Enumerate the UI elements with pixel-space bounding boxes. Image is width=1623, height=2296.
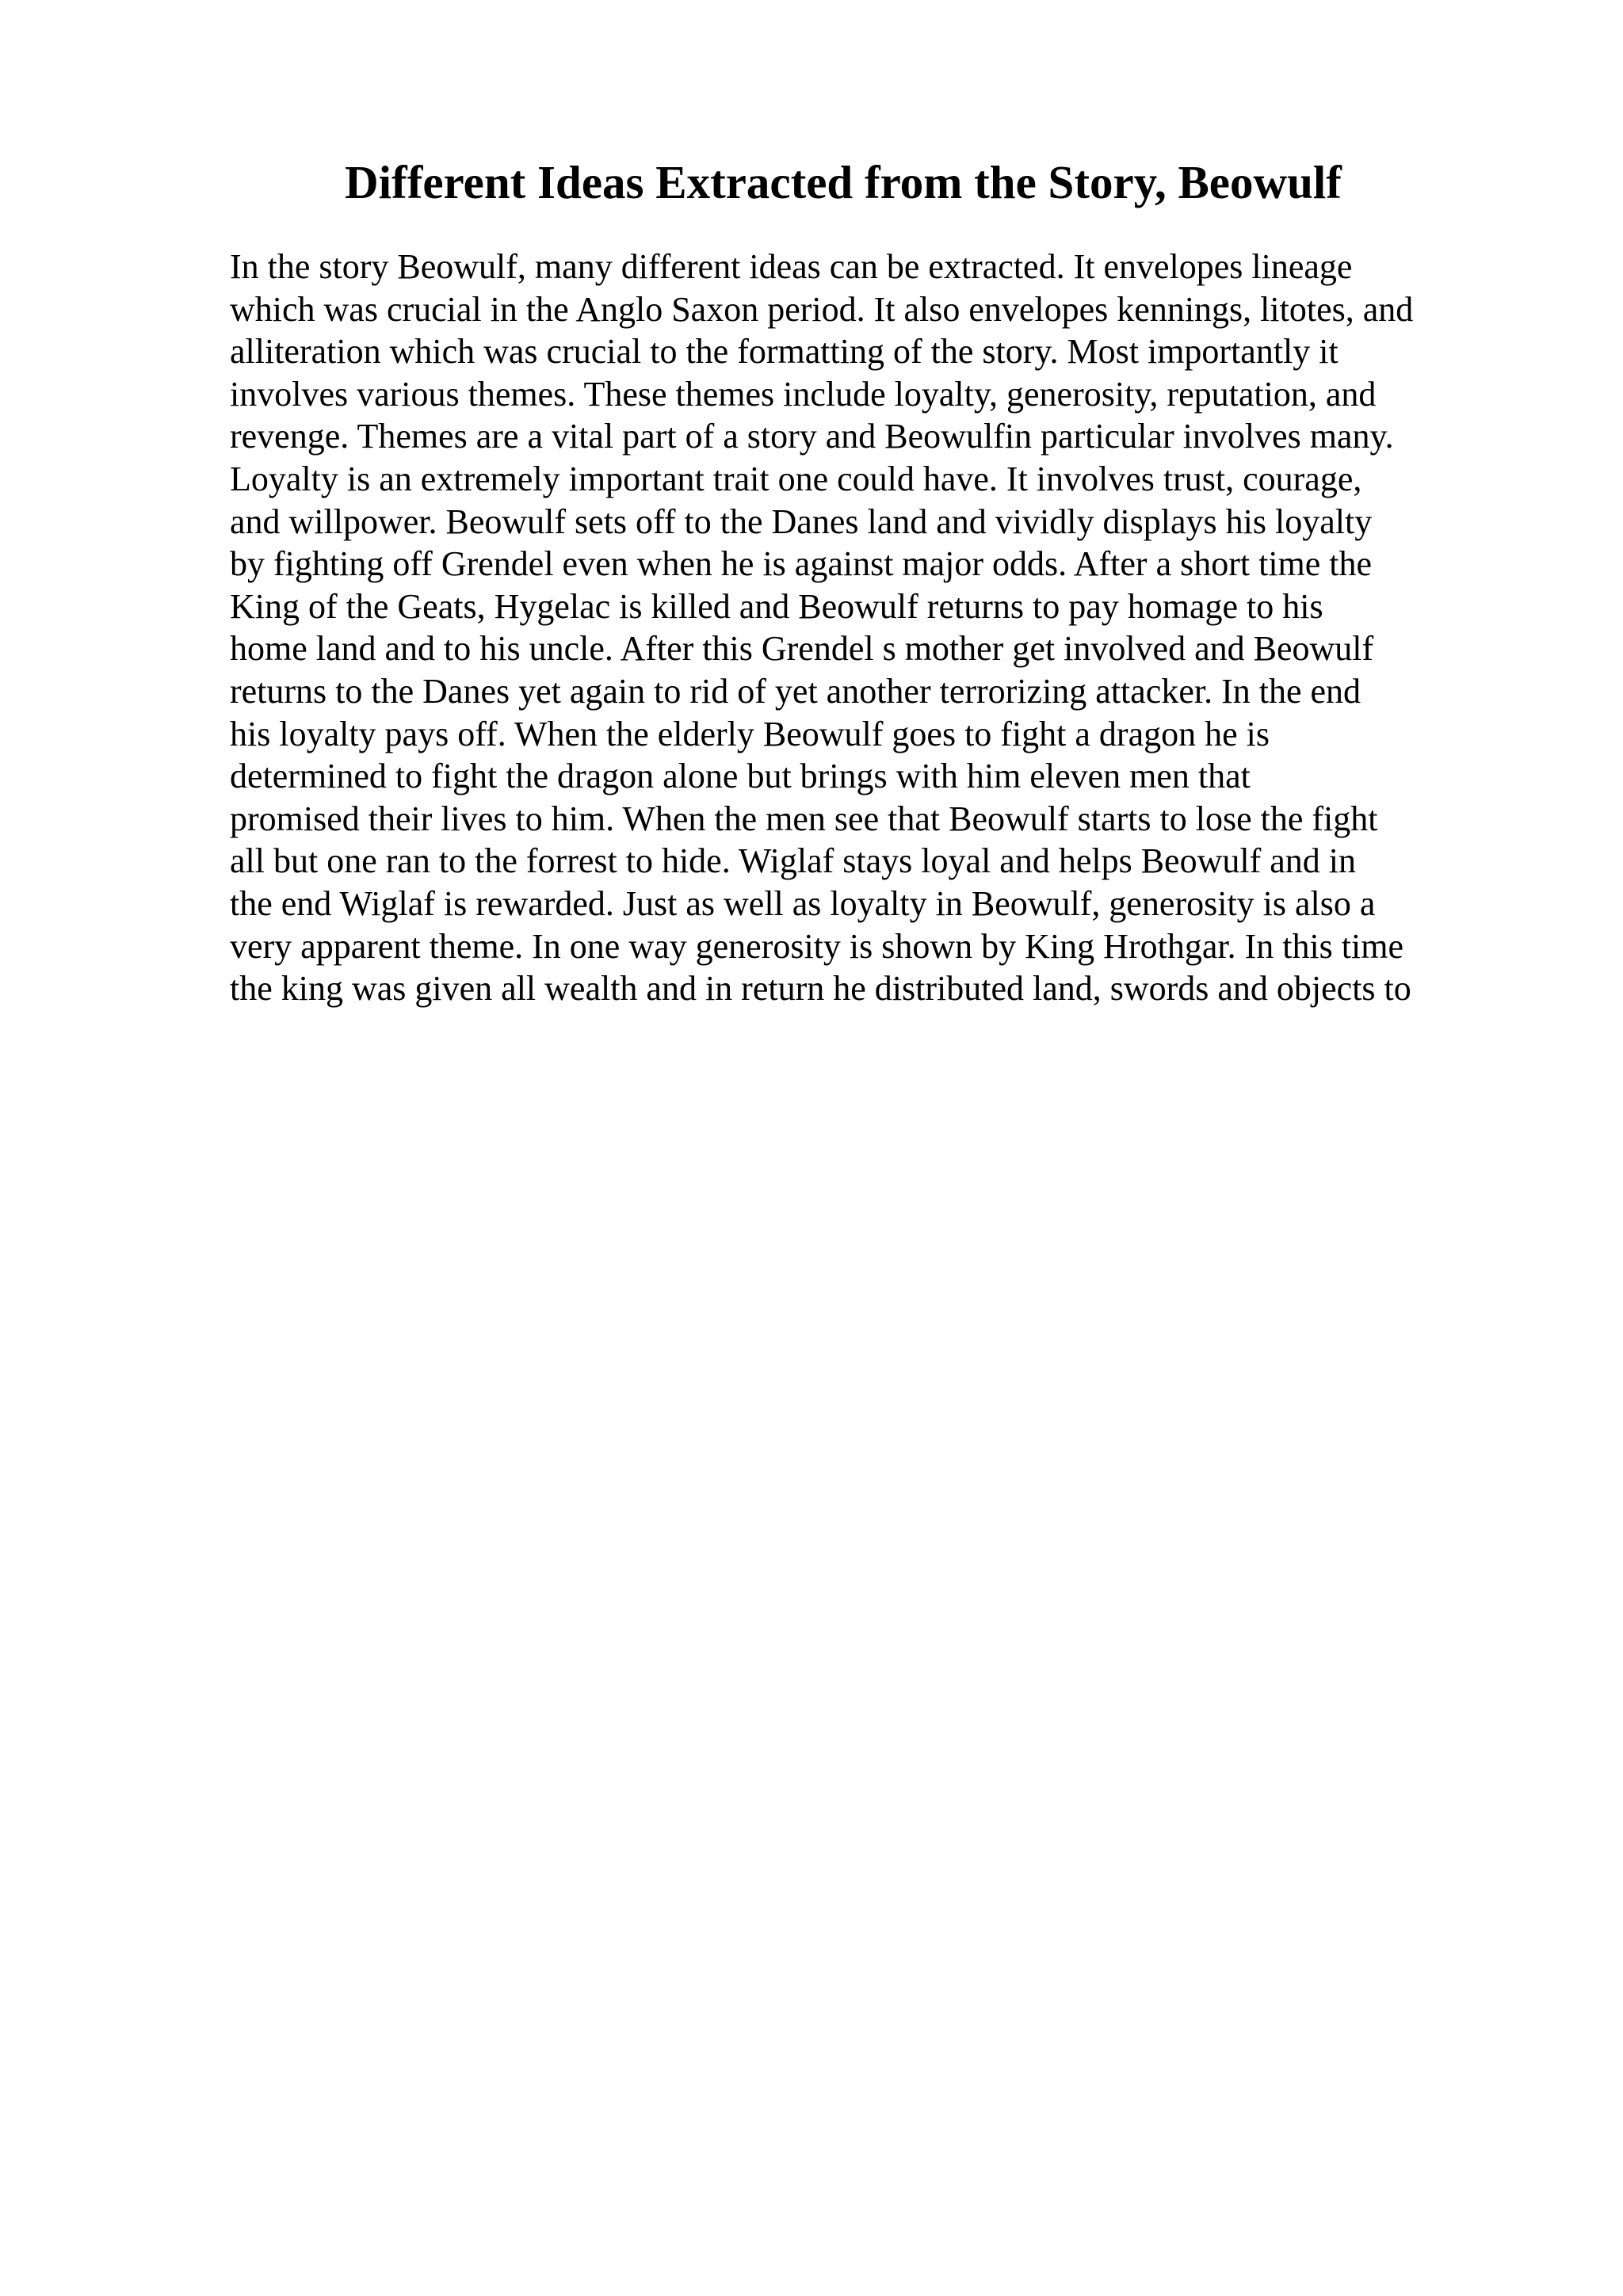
text-line: by fighting off Grendel even when he is against major odds. After a short time the [230, 544, 1373, 584]
text-line: King of the Geats, Hygelac is killed and Beowulf returns to pay homage to his [230, 586, 1323, 626]
text-line: his loyalty pays off. When the elderly Beowulf goes to fight a dragon he is [230, 714, 1270, 753]
text-line: very apparent theme. In one way generosity is shown by King Hrothgar. In this time [230, 926, 1404, 966]
text-line: alliteration which was crucial to the formatting of the story. Most importantly it [230, 332, 1338, 372]
text-line: all but one ran to the forrest to hide. Wiglaf stays loyal and helps Beowulf and in [230, 841, 1356, 881]
text-line: which was crucial in the Anglo Saxon period. It also envelopes kennings, litotes, and [230, 289, 1414, 329]
text-line: determined to fight the dragon alone but brings with him eleven men that [230, 757, 1251, 796]
text-line: involves various themes. These themes include loyalty, generosity, reputation, and [230, 374, 1377, 414]
text-line: the end Wiglaf is rewarded. Just as well as loyalty in Beowulf, generosity is also a [230, 883, 1376, 923]
text-line: In the story Beowulf, many different ideas can be extracted. It envelopes lineage [230, 247, 1353, 286]
text-line: revenge. Themes are a vital part of a story and Beowulfin particular involves many. [230, 417, 1394, 456]
text-line: returns to the Danes yet again to rid of yet another terrorizing attacker. In the end [230, 671, 1361, 711]
text-line: and willpower. Beowulf sets off to the Danes land and vividly displays his loyalty [230, 502, 1373, 541]
essay-body [230, 246, 1514, 1010]
text-line: home land and to his uncle. After this Grendel s mother get involved and Beowulf [230, 629, 1374, 669]
text-line: Loyalty is an extremely important trait one could have. It involves trust, courage, [230, 459, 1362, 498]
text-line: promised their lives to him. When the men see that Beowulf starts to lose the fight [230, 799, 1378, 838]
text-line: the king was given all wealth and in return he distributed land, swords and objects to [230, 969, 1411, 1009]
page-title: Different Ideas Extracted from the Story, Beowulf [345, 156, 1342, 208]
